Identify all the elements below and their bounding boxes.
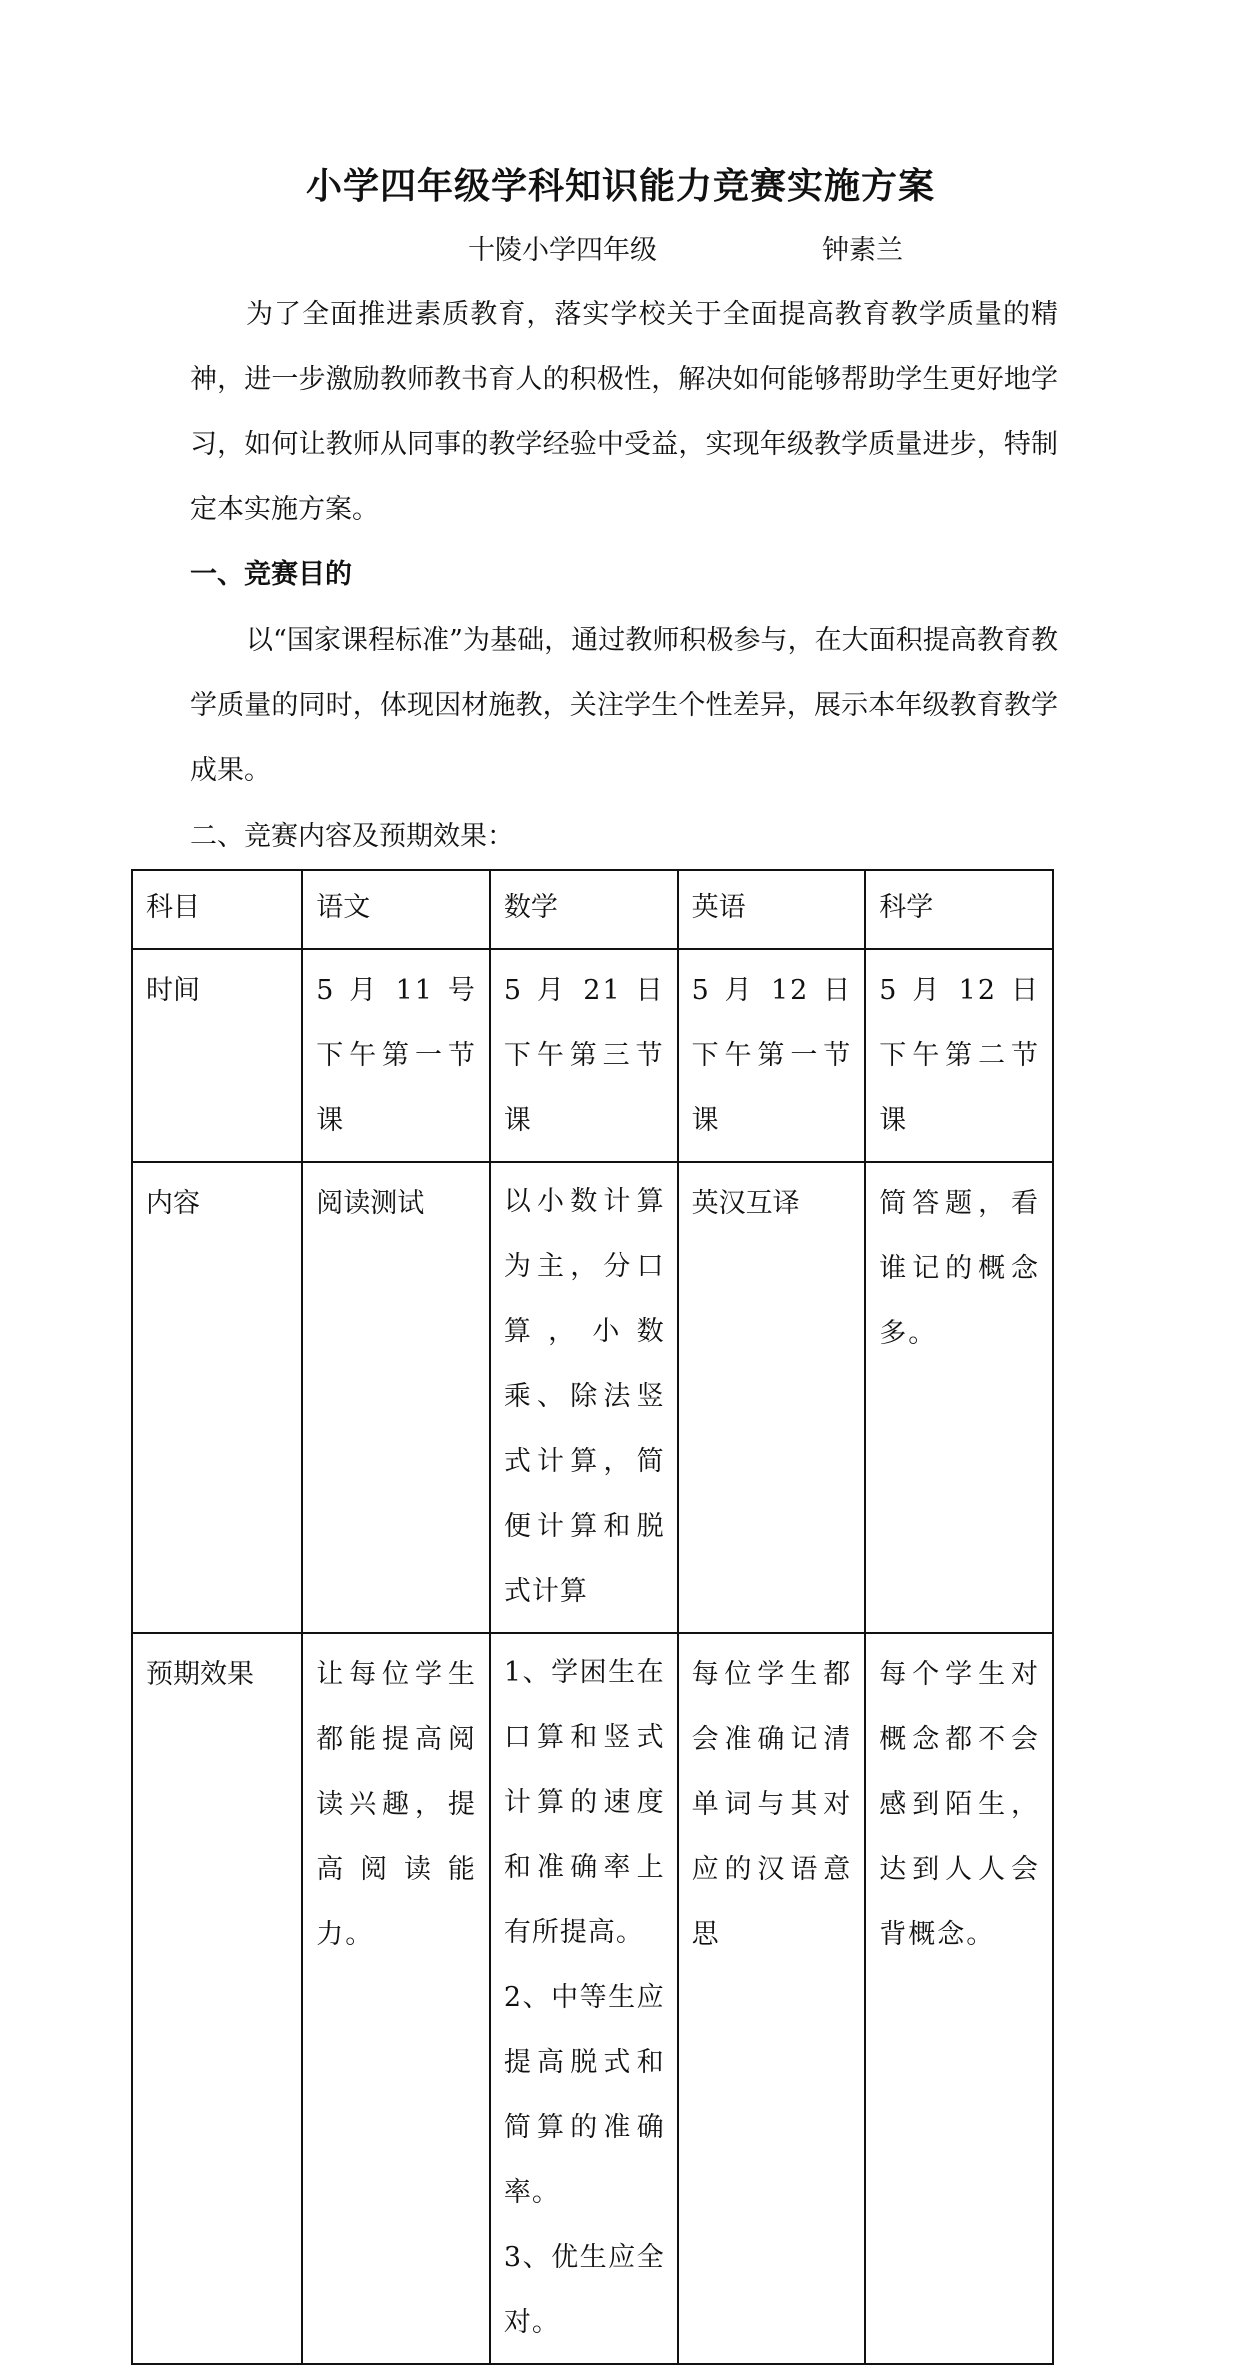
cell-header-subject: 科目	[132, 870, 302, 949]
competition-table	[131, 869, 1054, 2365]
purpose-paragraph: 以“国家课程标准”为基础，通过教师积极参与，在大面积提高教育教学质量的同时，体现因材施教，关注学生个性差异，展示本年级教育教学成果。	[190, 625, 1058, 786]
effect-math-line-3: 3、优生应全对。	[503, 2242, 665, 2338]
cell-header-science: 科学	[865, 870, 1053, 949]
author-school: 十陵小学四年级	[468, 235, 657, 266]
cell-effect-chinese: 让每位学生都能提高阅读兴趣，提高阅读能力。	[302, 1633, 490, 2364]
table-row-effect	[132, 1633, 1053, 2364]
table-row-header	[132, 870, 1053, 949]
cell-time-science: 5 月 12 日下午第二节课	[865, 949, 1053, 1162]
table-row-time	[132, 949, 1053, 1162]
effect-math-line-1: 1、学困生在口算和竖式计算的速度和准确率上有所提高。	[503, 1657, 665, 1948]
cell-content-label: 内容	[132, 1162, 302, 1633]
cell-effect-science: 每个学生对概念都不会感到陌生，达到人人会背概念。	[865, 1633, 1053, 2364]
cell-header-english: 英语	[678, 870, 866, 949]
cell-effect-label: 预期效果	[132, 1633, 302, 2364]
cell-content-english: 英汉互译	[678, 1162, 866, 1633]
cell-content-science: 简答题，看谁记的概念多。	[865, 1162, 1053, 1633]
cell-time-label: 时间	[132, 949, 302, 1162]
cell-time-chinese: 5 月 11 号下午第一节课	[302, 949, 490, 1162]
cell-effect-math	[490, 1633, 678, 2364]
cell-header-math: 数学	[490, 870, 678, 949]
effect-math-line-2: 2、中等生应提高脱式和简算的准确率。	[503, 1982, 665, 2208]
document-title: 小学四年级学科知识能力竞赛实施方案	[305, 166, 935, 207]
section-heading-purpose: 一、竞赛目的	[190, 559, 352, 590]
section-heading-content: 二、竞赛内容及预期效果：	[190, 821, 514, 852]
cell-header-chinese: 语文	[302, 870, 490, 949]
intro-paragraph: 为了全面推进素质教育，落实学校关于全面提高教育教学质量的精神，进一步激励教师教书育人的积极性，解决如何能够帮助学生更好地学习，如何让教师从同事的教学经验中受益，实现年级教学质量进步，特制定本实施方案。	[190, 299, 1058, 525]
cell-time-math: 5 月 21 日下午第三节课	[490, 949, 678, 1162]
cell-time-english: 5 月 12 日下午第一节课	[678, 949, 866, 1162]
cell-effect-english: 每位学生都会准确记清单词与其对应的汉语意思	[678, 1633, 866, 2364]
cell-content-chinese: 阅读测试	[302, 1162, 490, 1633]
author-name: 钟素兰	[822, 235, 903, 266]
table-row-content	[132, 1162, 1053, 1633]
cell-content-math: 以小数计算为主，分口算，小数乘、除法竖式计算，简便计算和脱式计算	[490, 1162, 678, 1633]
